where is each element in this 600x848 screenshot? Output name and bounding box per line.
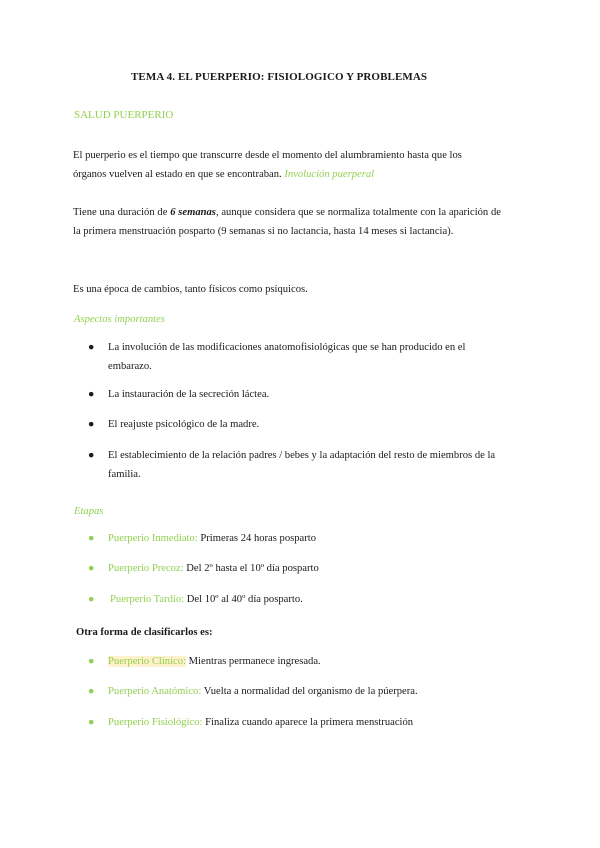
list-item-text: El establecimiento de la relación padres / bebes y la adaptación del resto de miembros de la familia. (108, 450, 496, 480)
stage-item-text: Puerperio Precoz: Del 2º hasta el 10º día posparto (108, 563, 319, 574)
paragraph-changes: Es una época de cambios, tanto físicos como psíquicos. (73, 284, 308, 295)
involution-highlight: Involución puerperal (284, 168, 375, 180)
stage-item-text: Puerperio Inmediato: Primeras 24 horas posparto (108, 533, 317, 544)
classification-item (88, 714, 528, 734)
list-item (88, 339, 528, 379)
section-title: SALUD PUERPERIO (74, 109, 174, 121)
classification-item (88, 653, 528, 673)
other-classification-heading: Otra forma de clasificarlos es: (76, 627, 213, 638)
bullet-icon: ● (88, 389, 95, 400)
list-item (88, 447, 528, 487)
document-title: TEMA 4. EL PUERPERIO: FISIOLOGICO Y PROBLEMAS (131, 71, 428, 83)
stage-item (88, 560, 528, 580)
list-item-text: El reajuste psicológico de la madre. (108, 419, 260, 430)
bullet-icon: ● (88, 686, 95, 697)
aspects-heading: Aspectos importantes (74, 314, 165, 325)
duration-weeks: 6 semanas (170, 207, 216, 218)
stages-heading: Etapas (74, 506, 104, 517)
paragraph-definition (73, 147, 462, 184)
paragraph-line: El puerperio es el tiempo que transcurre desde el momento del alumbramiento hasta que los (73, 150, 462, 161)
bullet-icon: ● (88, 342, 95, 353)
classification-item-text: Puerperio Fisiológico: Finaliza cuando aparece la primera menstruación (108, 717, 414, 728)
bullet-icon: ● (88, 717, 95, 728)
paragraph-line (73, 166, 462, 185)
list-item (88, 416, 528, 436)
classification-item-text: Puerperio Clínico: Mientras permanece ingresada. (108, 656, 321, 667)
duration-text-before: Tiene una duración de (73, 207, 171, 218)
list-item (88, 386, 528, 406)
bullet-icon: ● (88, 419, 95, 430)
classification-item-text: Puerperio Anatómico: Vuelta a normalidad del organismo de la púerpera. (108, 686, 418, 697)
paragraph-text: órganos vuelven al estado en que se encontraban. (73, 168, 282, 180)
list-item-text: La involución de las modificaciones anatomofisiológicas que se han producido en el embarazo. (108, 342, 466, 372)
bullet-icon: ● (88, 656, 95, 667)
bullet-icon: ● (88, 563, 95, 574)
paragraph-duration (73, 204, 501, 241)
stage-item (88, 591, 528, 611)
list-item-text: La instauración de la secreción láctea. (108, 389, 270, 400)
stage-item-text: Puerperio Tardío: Del 10º al 40º día posparto. (110, 594, 303, 605)
stage-item (88, 530, 528, 550)
duration-text-after: , aunque considera que se normaliza totalmente con la aparición de la primera menstruación posparto (9 semanas si no lactancia, hasta 14 meses si lactancia). (73, 207, 501, 237)
bullet-icon: ● (88, 533, 95, 544)
classification-item (88, 683, 528, 703)
bullet-icon: ● (88, 450, 95, 461)
bullet-icon: ● (88, 594, 95, 605)
